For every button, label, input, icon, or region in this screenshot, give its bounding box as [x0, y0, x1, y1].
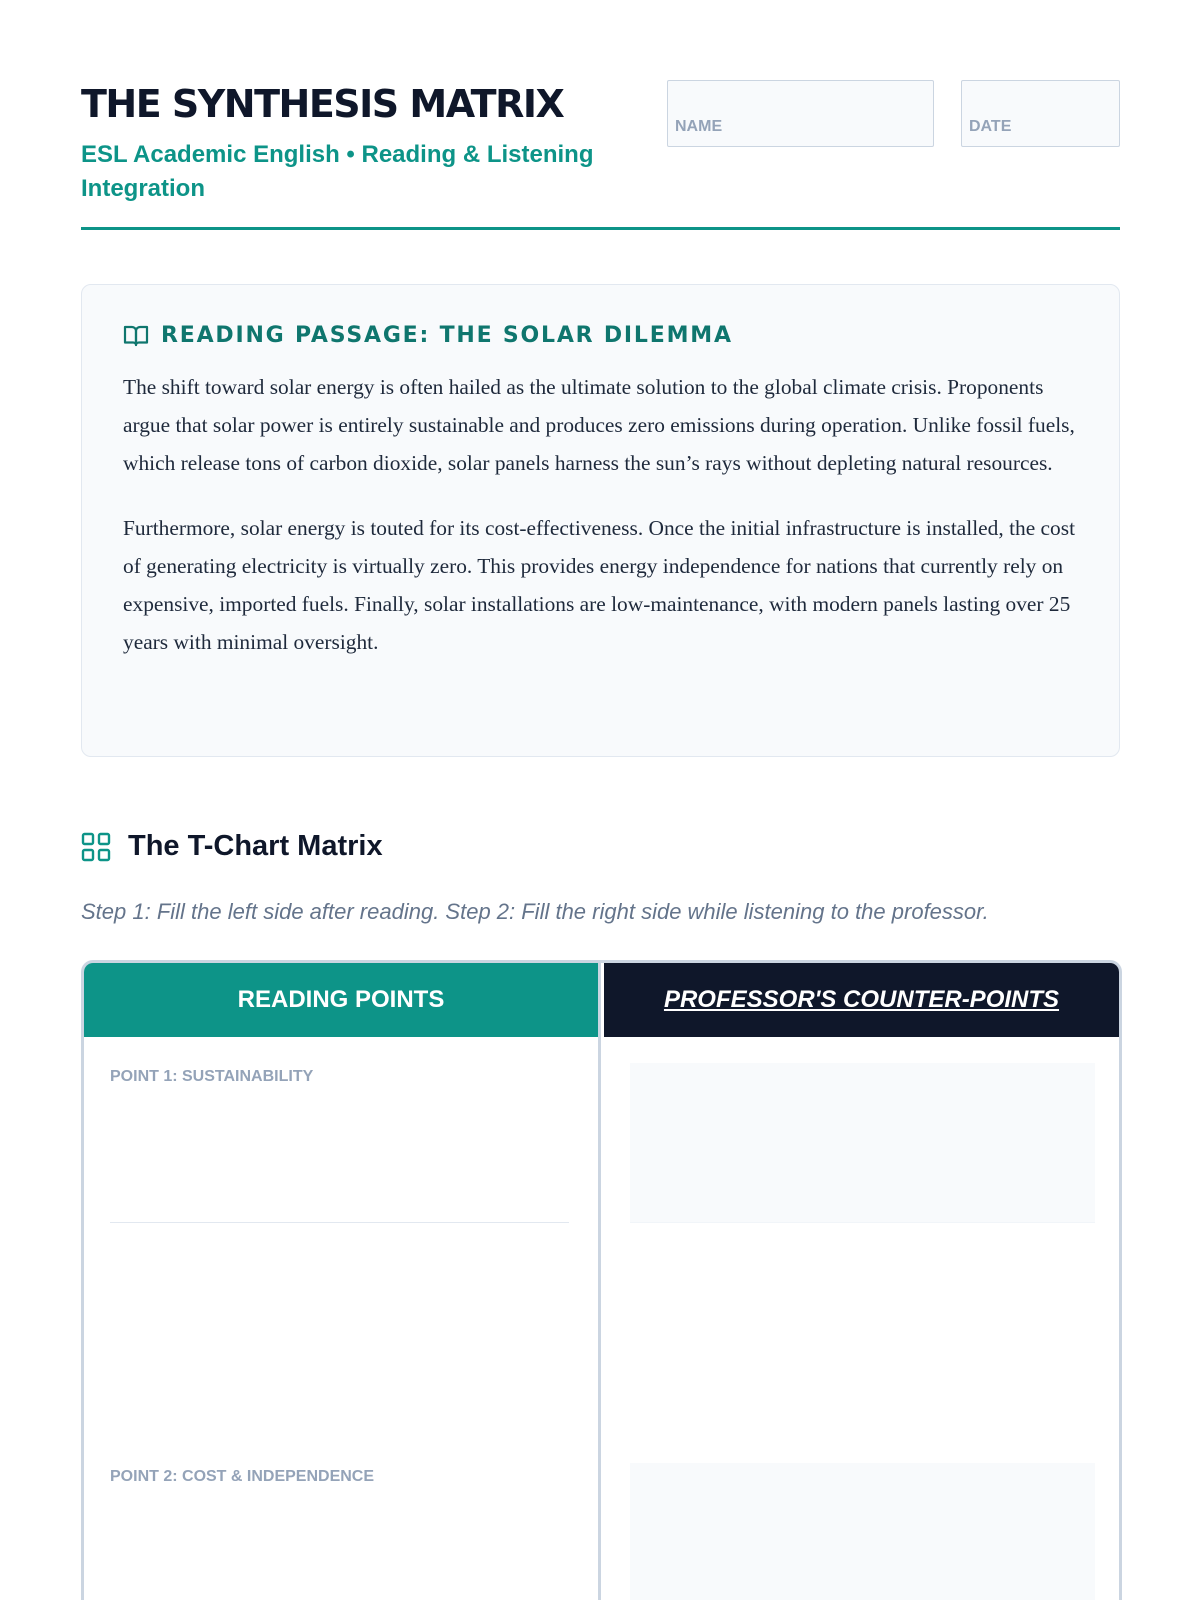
counter-points-column — [604, 963, 1119, 1600]
reading-points-header: READING POINTS — [84, 963, 598, 1037]
matrix-instructions: Step 1: Fill the left side after reading. Step 2: Fill the right side while listening to the professor. — [81, 899, 989, 924]
counter-point-1-box[interactable] — [630, 1063, 1095, 1223]
passage-heading — [123, 323, 1079, 348]
passage-paragraph: The shift toward solar energy is often hailed as the ultimate solution to the global climate crisis. Proponents argue that solar power is entirely sustainable and produces zero emissions during operation. Unlike fossil fuels, which release tons of carbon dioxide, solar panels harness the sun’s rays without depleting natural resources. — [123, 375, 1075, 475]
passage-title: READING PASSAGE: THE SOLAR DILEMMA — [161, 323, 733, 348]
point-1-label: POINT 1: SUSTAINABILITY — [110, 1068, 314, 1085]
date-field[interactable] — [961, 80, 1120, 147]
counter-point-2-box[interactable] — [630, 1463, 1095, 1600]
reading-points-column — [84, 963, 601, 1600]
point-1-writing-line[interactable] — [110, 1222, 569, 1223]
page-title: THE SYNTHESIS MATRIX — [81, 82, 564, 126]
t-chart — [81, 960, 1122, 1600]
page-subtitle: ESL Academic English • Reading & Listening Integration — [81, 140, 594, 202]
open-book-icon — [123, 324, 149, 348]
reading-passage-card — [81, 284, 1120, 757]
counter-points-header: PROFESSOR'S COUNTER-POINTS — [604, 963, 1119, 1037]
grid-icon — [81, 832, 111, 862]
date-field-label: DATE — [969, 118, 1012, 135]
point-2-label: POINT 2: COST & INDEPENDENCE — [110, 1468, 375, 1485]
name-field-label: NAME — [675, 118, 723, 135]
matrix-title: The T-Chart Matrix — [128, 830, 383, 862]
passage-paragraph: Furthermore, solar energy is touted for its cost-effectiveness. Once the initial infrastructure is installed, the cost of generating electricity is virtually zero. This provides energy independence for nations that currently rely on expensive, imported fuels. Finally, solar installations are low-maintenance, with modern panels lasting over 25 years with minimal oversight. — [123, 516, 1076, 654]
name-field[interactable] — [667, 80, 934, 147]
worksheet-header — [81, 80, 1120, 230]
matrix-heading — [81, 830, 383, 863]
